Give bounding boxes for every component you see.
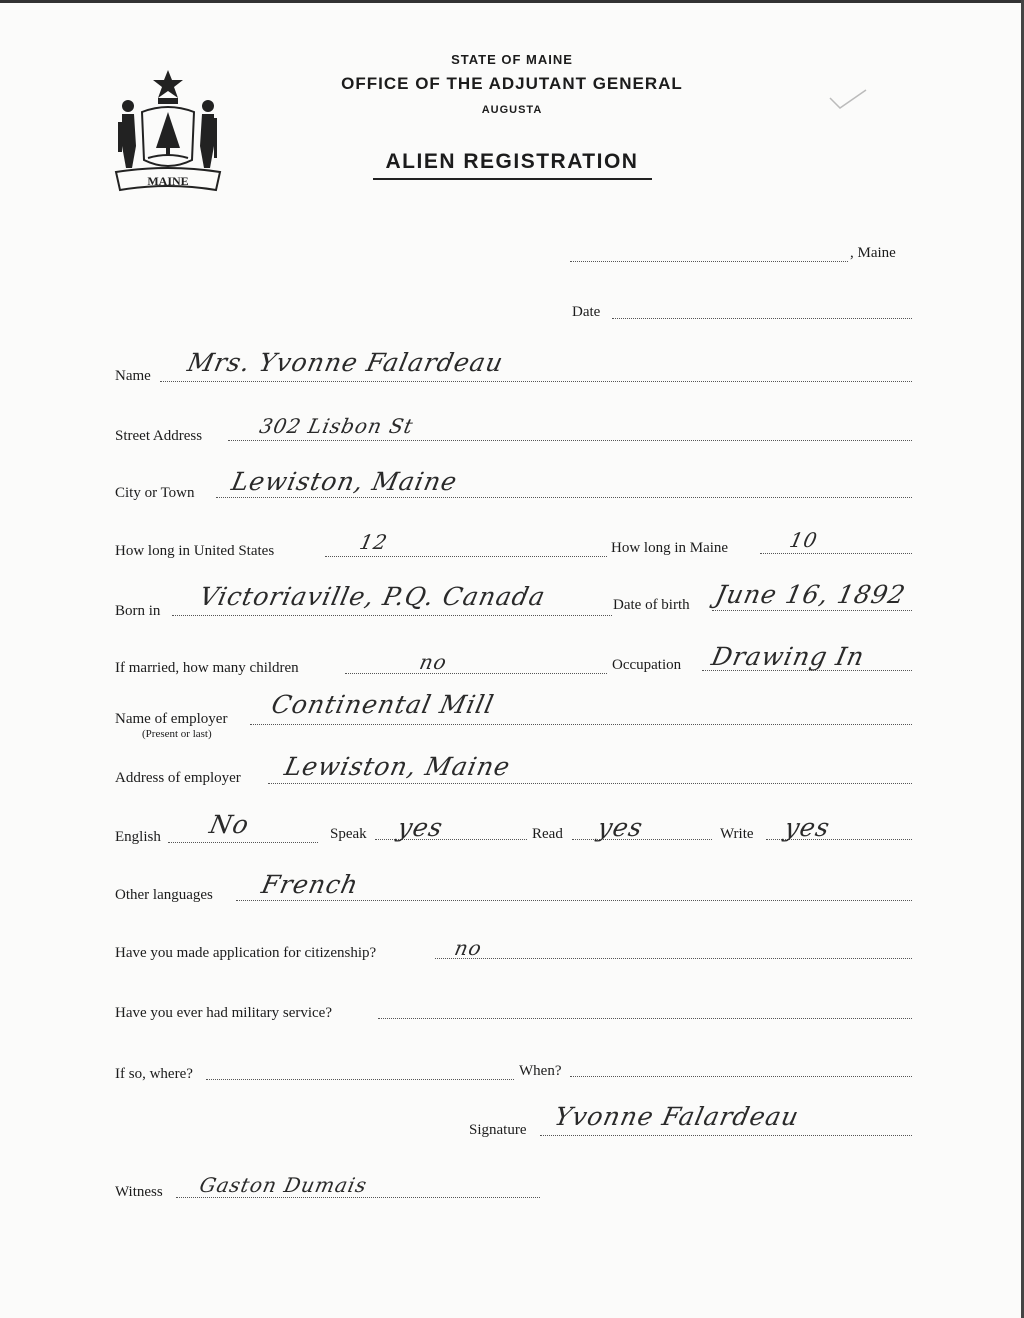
city-label: City or Town	[115, 485, 195, 501]
citizenship-label: Have you made application for citizenship?	[115, 945, 377, 961]
english-label: English	[115, 829, 161, 845]
street-line	[228, 440, 912, 441]
city-value: Lewiston, Maine	[228, 467, 461, 496]
scan-top-edge	[0, 0, 1024, 3]
where-line	[206, 1079, 514, 1080]
seal-motto: MAINE	[147, 174, 189, 188]
dob-value: June 16, 1892	[712, 580, 909, 609]
english-line	[168, 842, 318, 843]
when-line	[570, 1076, 912, 1077]
military-label: Have you ever had military service?	[115, 1005, 332, 1021]
employer-address-label: Address of employer	[115, 770, 241, 786]
employer-label: Name of employer	[115, 711, 228, 727]
read-value: yes	[594, 813, 646, 842]
dob-line	[712, 610, 912, 611]
us-duration-line	[325, 556, 607, 557]
maine-duration-label: How long in Maine	[611, 540, 729, 556]
read-label: Read	[532, 826, 563, 842]
born-value: Victoriaville, P.Q. Canada	[196, 582, 549, 611]
place-line	[570, 261, 848, 262]
witness-label: Witness	[115, 1184, 163, 1200]
street-value: 302 Lisbon St	[257, 414, 416, 438]
when-label: When?	[519, 1063, 562, 1079]
read-line	[572, 839, 712, 840]
other-languages-label: Other languages	[115, 887, 213, 903]
born-label: Born in	[115, 603, 161, 619]
maine-duration-line	[760, 553, 912, 554]
born-line	[172, 615, 612, 616]
date-label: Date	[572, 304, 601, 320]
occupation-label: Occupation	[612, 657, 682, 673]
children-label: If married, how many children	[115, 660, 299, 676]
write-value: yes	[781, 813, 833, 842]
other-languages-value: French	[258, 870, 362, 899]
place-suffix: , Maine	[850, 245, 896, 261]
employer-value: Continental Mill	[268, 690, 497, 719]
employer-line	[250, 724, 912, 725]
name-value: Mrs. Yvonne Falardeau	[184, 348, 507, 377]
us-duration-label: How long in United States	[115, 543, 275, 559]
employer-sublabel: (Present or last)	[142, 728, 212, 740]
speak-label: Speak	[330, 826, 367, 842]
signature-value: Yvonne Falardeau	[551, 1102, 802, 1131]
signature-line	[540, 1135, 912, 1136]
form-title: ALIEN REGISTRATION	[385, 150, 639, 173]
children-line	[345, 673, 607, 674]
city-heading: AUGUSTA	[481, 104, 543, 116]
street-label: Street Address	[115, 428, 203, 444]
other-languages-line	[236, 900, 912, 901]
signature-label: Signature	[469, 1122, 527, 1138]
title-underline	[373, 178, 652, 180]
state-heading: STATE OF MAINE	[451, 52, 573, 67]
office-heading: OFFICE OF THE ADJUTANT GENERAL	[341, 74, 683, 93]
english-value: No	[206, 810, 253, 839]
write-label: Write	[720, 826, 754, 842]
employer-address-line	[268, 783, 912, 784]
name-line	[160, 381, 912, 382]
name-label: Name	[115, 368, 151, 384]
military-line	[378, 1018, 912, 1019]
children-value: no	[417, 650, 450, 674]
citizenship-line	[435, 958, 912, 959]
date-line	[612, 318, 912, 319]
employer-address-value: Lewiston, Maine	[281, 752, 514, 781]
city-line	[216, 497, 912, 498]
witness-value: Gaston Dumais	[197, 1173, 370, 1197]
occupation-value: Drawing In	[708, 642, 868, 671]
citizenship-value: no	[452, 936, 485, 960]
speak-value: yes	[394, 813, 446, 842]
us-duration-value: 12	[357, 530, 391, 554]
dob-label: Date of birth	[613, 597, 690, 613]
witness-line	[176, 1197, 540, 1198]
maine-duration-value: 10	[787, 528, 821, 552]
where-label: If so, where?	[115, 1066, 193, 1082]
